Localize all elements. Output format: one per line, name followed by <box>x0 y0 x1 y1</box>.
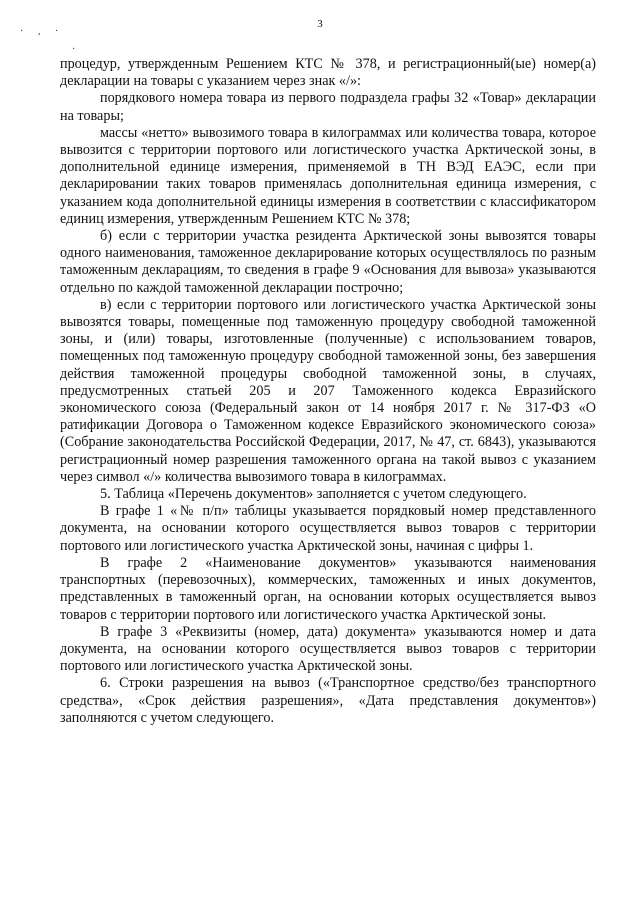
paragraph: В графе 2 «Наименование документов» указываются наименования транспортных (перевозочных), коммерческих, таможенных и иных документов, представленных в таможенный орган, на основании которых осуществляется вывоз товаров с территории портового или логистического участка Арктической зоны. <box>60 554 596 623</box>
paragraph: б) если с территории участка резидента Арктической зоны вывозятся товары одного наименования, таможенное декларирование которых осуществлялось по разным таможенным декларациям, то сведения в графе 9 «Основания для вывоза» указываются отдельно по каждой таможенной декларации построчно; <box>60 228 596 296</box>
scan-marks: · , · <box>20 26 65 37</box>
scan-mark: · <box>72 44 76 55</box>
paragraph: 5. Таблица «Перечень документов» заполняется с учетом следующего. <box>100 486 527 503</box>
paragraph: массы «нетто» вывозимого товара в килограммах или количества товара, которое вывозится с территории портового или логистического участка Арктической зоны, в дополнительной единице измерения, применяемой в ТН ВЭД ЕАЭС, если при декларировании таких товаров применялась дополнительная единица измерения, с указанием кода дополнительной единицы измерения в соответствии с классификатором единиц измерения, утвержденным Решением КТС № 378; <box>60 124 596 227</box>
paragraph: В графе 3 «Реквизиты (номер, дата) документа» указываются номер и дата документа, на основании которого осуществляется вывоз товаров с территории портового или логистического участка Арктической зоны. <box>60 623 596 675</box>
paragraph: порядкового номера товара из первого подраздела графы 32 «Товар» декларации на товары; <box>60 90 596 124</box>
paragraph: 6. Строки разрешения на вывоз («Транспортное средство/без транспортного средства», «Срок действия разрешения», «Дата представления документов») заполняются с учетом следующего. <box>60 675 596 726</box>
paragraph: В графе 1 «№ п/п» таблицы указывается порядковый номер представленного документа, на основании которого осуществляется вывоз товаров с территории портового или логистического участка Арктической зоны, начиная с цифры 1. <box>60 503 596 554</box>
paragraph: процедур, утвержденным Решением КТС № 378, и регистрационный(ые) номер(а) декларации на товары с указанием через знак «/»: <box>60 56 596 90</box>
page-number: 3 <box>317 18 323 30</box>
paragraph: в) если с территории портового или логистического участка Арктической зоны вывозятся товары, помещенные под таможенную процедуру свободной таможенной зоны, и (или) товары, изготовленные (полученные) с использованием товаров, помещенных под таможенную процедуру свободной таможенной зоны, без завершения действия таможенной процедуры свободной таможенной зоны, в случаях, предусмотренных статьей 205 и 207 Таможенного кодекса Евразийского экономического союза (Федеральный закон от 14 ноября 2017 г. № 317-ФЗ «О ратификации Договора о Таможенном кодексе Евразийского экономического союза» (Собрание законодательства Российской Федерации, 2017, № 47, ст. 6843), указываются регистрационный номер разрешения таможенного органа на такой вывоз с указанием через символ «/» количества вывозимого товара в килограммах. <box>60 296 596 485</box>
document-body <box>60 56 596 727</box>
